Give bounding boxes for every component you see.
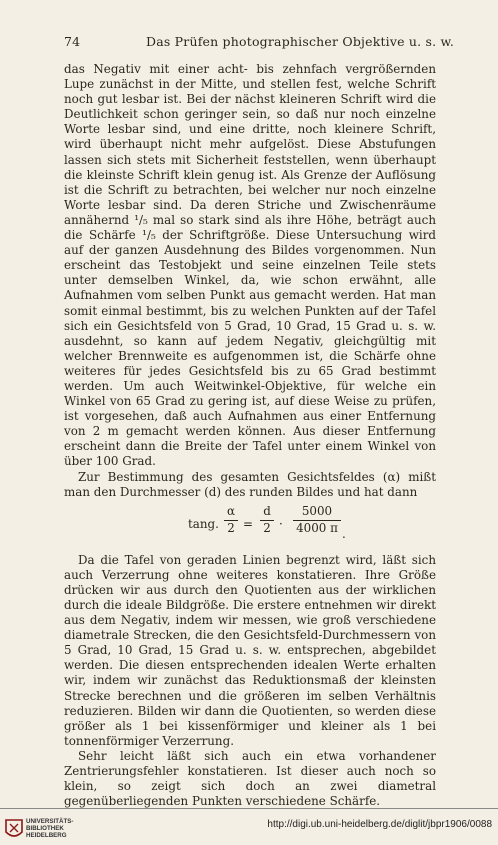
- formula-fraction-factor: [293, 504, 341, 536]
- formula-function: tang.: [188, 516, 219, 531]
- library-logo[interactable]: [4, 818, 72, 842]
- source-url-link[interactable]: http://digi.ub.uni-heidelberg.de/diglit/jbpr1906/0088: [267, 819, 492, 830]
- formula-lhs-numerator: α: [226, 503, 236, 518]
- formula-fraction-alpha: [224, 504, 238, 536]
- library-seal-icon: [4, 818, 24, 842]
- paragraph-4: Sehr leicht läßt sich auch ein etwa vorhandener Zentrierungsfehler konstatieren. Ist dieser auch noch so klein, so zeigt sich doch an zwei diametral gegenüberliegenden Punkten verschiedene Schärfe.: [64, 748, 436, 809]
- running-title: Das Prüfen photographischer Objektive u. s. w.: [146, 34, 455, 49]
- paragraph-3: Da die Tafel von geraden Linien begrenzt wird, läßt sich auch Verzerrung ohne weiteres konstatieren. Ihre Größe drücken wir aus durch den Quotienten aus der wirklichen durch die ideale Bildgröße. Die erstere entnehmen wir direkt aus dem Negativ, indem wir messen, wie groß verschiedene diametrale Strecken, die den Gesichtsfeld-Durchmessern von 5 Grad, 10 Grad, 15 Grad u. s. w. entsprechen, abgebildet werden. Die diesen entsprechenden idealen Werte erhalten wir, indem wir zunächst das Reduktionsmaß der kleinsten Strecke berechnen und die größeren im selben Verhältnis reduzieren. Bilden wir dann die Quotienten, so werden diese größer als 1 bei kissenförmiger und kleiner als 1 bei tonnenförmiger Verzerrung.: [64, 552, 436, 748]
- formula-trailing-period: .: [342, 526, 346, 541]
- paragraph-2: Zur Bestimmung des gesamten Gesichtsfeldes (α) mißt man den Durchmesser (d) des runden Bildes und hat dann: [64, 469, 436, 499]
- page-number: 74: [64, 34, 81, 49]
- formula-factor-numerator: 5000: [301, 503, 333, 518]
- formula-tangent: [64, 501, 436, 551]
- formula-rhs-denominator: 2: [263, 520, 271, 535]
- formula-fraction-d: [260, 504, 274, 536]
- formula-factor-denominator: 4000 π: [296, 520, 338, 535]
- formula-times: ·: [279, 516, 283, 531]
- body-text: [64, 62, 436, 809]
- paragraph-1: das Negativ mit einer acht- bis zehnfach vergrößernden Lupe zunächst in der Mitte, und stellen fest, welche Schrift noch gut lesbar ist. Bei der nächst kleineren Schrift wird die Deutlichkeit schon geringer sein, so daß nur noch einzelne Worte lesbar sind, und eine dritte, noch kleinere Schrift, wird überhaupt nicht mehr aufgelöst. Diese Abstufungen lassen sich stets mit Sicherheit feststellen, wenn überhaupt die kleinste Schrift klein genug ist. Als Grenze der Auflösung ist die Schrift zu betrachten, bei welcher nur noch einzelne Worte lesbar sind. Da deren Striche und Zwischenräume annähernd ¹/₅ mal so stark sind als ihre Höhe, beträgt auch die Schärfe ¹/₅ der Schriftgröße. Diese Untersuchung wird auf der ganzen Ausdehnung des Bildes vorgenommen. Nun erscheint das Testobjekt und seine einzelnen Teile stets unter demselben Winkel, da, wie schon erwähnt, alle Aufnahmen vom selben Punkt aus gemacht werden. Hat man somit einmal bestimmt, bis zu welchen Punkten auf der Tafel sich ein Gesichtsfeld von 5 Grad, 10 Grad, 15 Grad u. s. w. ausdehnt, so kann auf jedem Negativ, gleichgültig mit welcher Brennweite es aufgenommen ist, die Schärfe ohne weiteres für jedes Gesichtsfeld bis zu 65 Grad bestimmt werden. Um auch Weitwinkel-Objektive, für welche ein Winkel von 65 Grad zu gering ist, auf diese Weise zu prüfen, ist vorgesehen, daß auch Aufnahmen aus einer Entfernung von 2 m gemacht werden können. Aus dieser Entfernung erscheint dann die Breite der Tafel unter einem Winkel von über 100 Grad.: [64, 62, 436, 469]
- formula-lhs-denominator: 2: [227, 520, 235, 535]
- formula-rhs-numerator: d: [263, 503, 271, 518]
- digitization-footer: [0, 808, 498, 845]
- footer-divider: [0, 808, 498, 809]
- library-logo-text: UNIVERSITÄTS- BIBLIOTHEK HEIDELBERG: [26, 818, 74, 839]
- formula-equals: =: [243, 516, 253, 531]
